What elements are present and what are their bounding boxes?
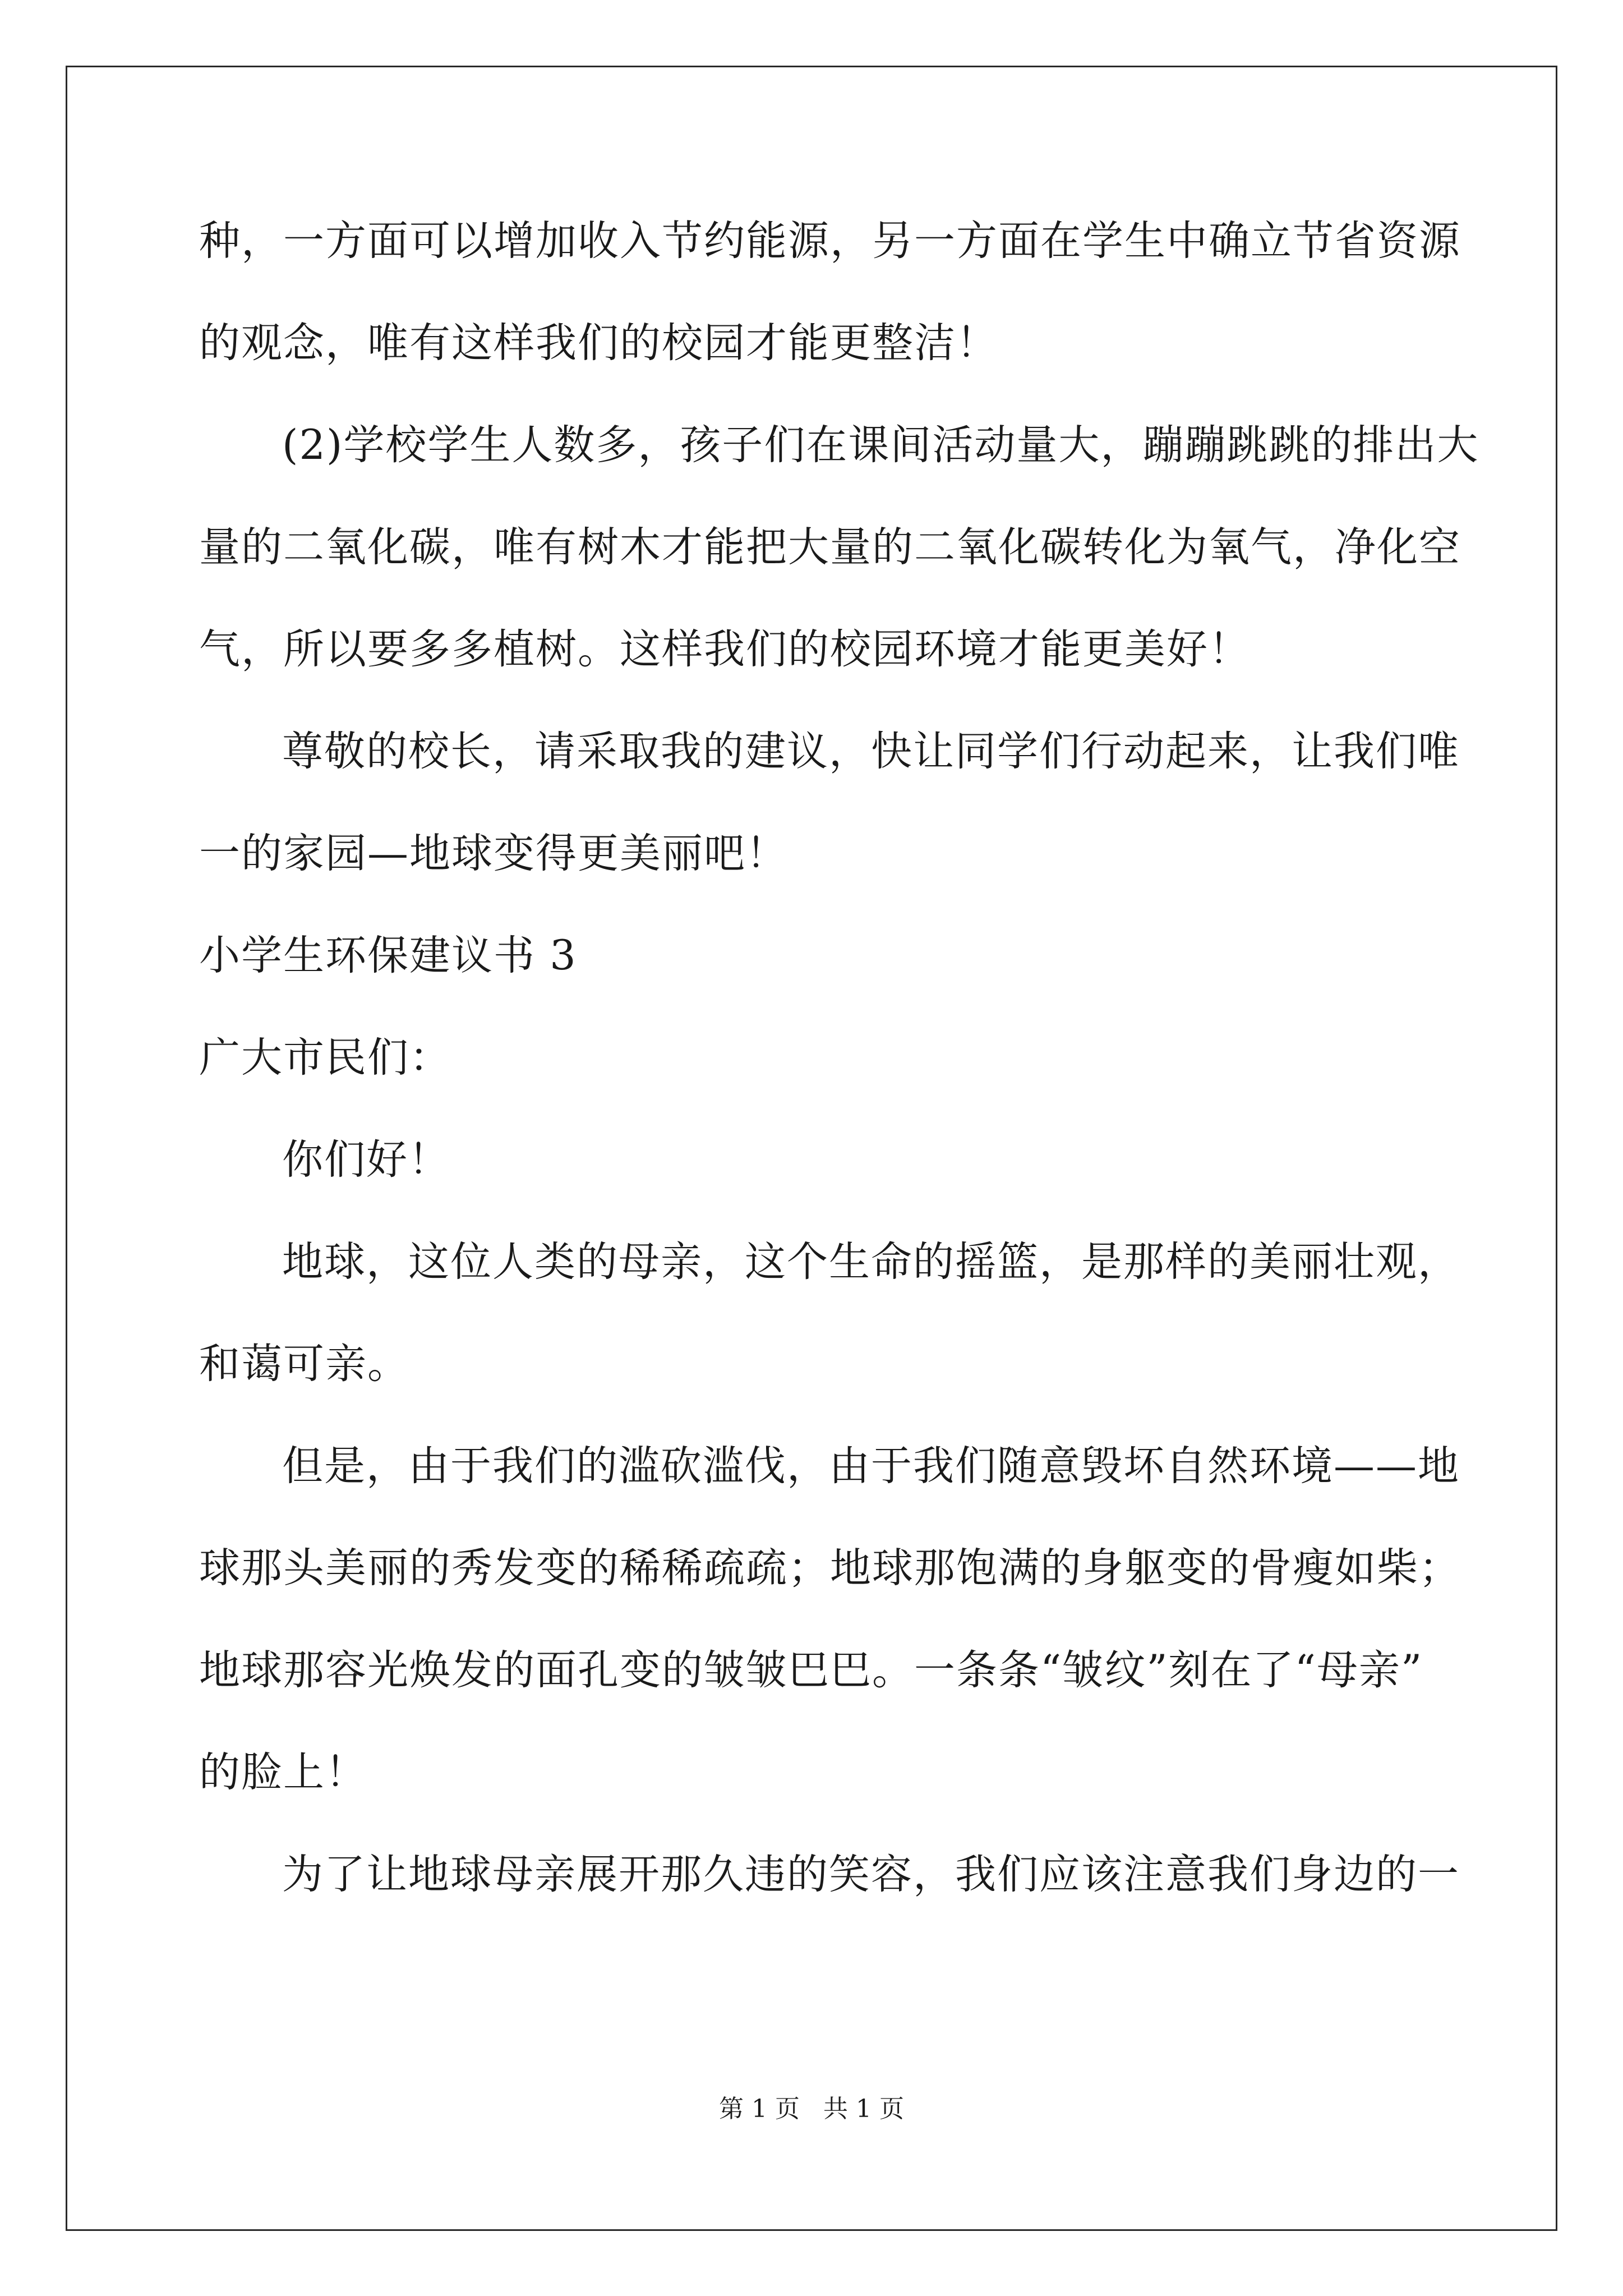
text-line: 为了让地球母亲展开那久违的笑容，我们应该注意我们身边的一 <box>282 1851 1460 1898</box>
text-line: 球那头美丽的秀发变的稀稀疏疏；地球那饱满的身躯变的骨瘦如柴； <box>199 1544 1461 1592</box>
text-line: 的观念，唯有这样我们的校园才能更整洁！ <box>199 319 998 367</box>
text-line: 和蔼可亲。 <box>199 1340 409 1388</box>
salutation: 广大市民们： <box>199 1034 451 1082</box>
text-line: 尊敬的校长，请采取我的建议，快让同学们行动起来，让我们唯 <box>282 728 1460 775</box>
text-line: 气，所以要多多植树。这样我们的校园环境才能更美好！ <box>199 625 1251 673</box>
text-line: 的脸上！ <box>199 1749 367 1796</box>
text-line: 量的二氧化碳，唯有树木才能把大量的二氧化碳转化为氧气，净化空 <box>199 523 1461 571</box>
text-line: 地球，这位人类的母亲，这个生命的摇篮，是那样的美丽壮观， <box>282 1238 1460 1286</box>
text-line: 地球那容光焕发的面孔变的皱皱巴巴。一条条“皱纹”刻在了“母亲” <box>199 1646 1423 1694</box>
text-line: 一的家园—地球变得更美丽吧！ <box>199 830 788 877</box>
text-line: 种，一方面可以增加收入节约能源，另一方面在学生中确立节省资源 <box>199 217 1461 265</box>
text-line: (2)学校学生人数多，孩子们在课间活动量大，蹦蹦跳跳的排出大 <box>282 421 1479 469</box>
text-line: 但是，由于我们的滥砍滥伐，由于我们随意毁坏自然环境——地 <box>282 1442 1460 1490</box>
section-heading: 小学生环保建议书 3 <box>199 932 577 979</box>
page-footer: 第 1 页 共 1 页 <box>719 2095 904 2123</box>
greeting: 你们好！ <box>282 1136 450 1184</box>
